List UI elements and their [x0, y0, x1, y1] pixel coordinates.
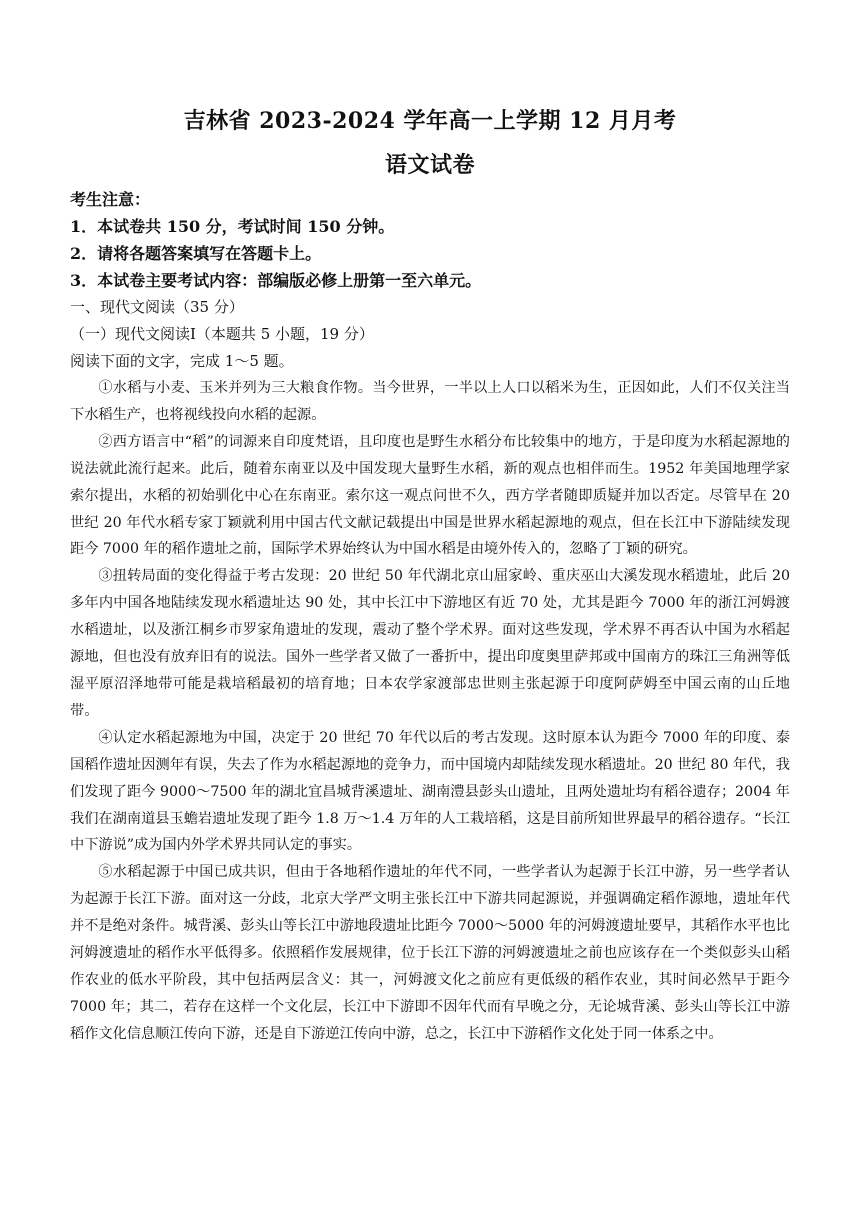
passage-paragraph: ④认定水稻起源地为中国，决定于 20 世纪 70 年代以后的考古发现。这时原本认为距今 7000 年的印度、泰国稻作遗址因测年有误，失去了作为水稻起源地的竞争力，而中国境内却陆续发现水稻遗址。20 世纪 80 年代，我们发现了距今 9000～7500 年的湖北宜昌城背溪遗址、湖南澧县彭头山遗址，且两处遗址均有稻谷遗存；2004 年我们在湖南道县玉蟾岩遗址发现了距今 1.8 万～1.4 万年的人工栽培稻，这是目前所知世界最早的稻谷遗存。“长江中下游说”成为国内外学术界共同认定的事实。: [70, 729, 790, 854]
passage-paragraph: ①水稻与小麦、玉米并列为三大粮食作物。当今世界，一半以上人口以稻米为生，正因如此，人们不仅关注当下水稻生产，也将视线投向水稻的起源。: [70, 380, 790, 423]
document-subtitle: 语文试卷: [384, 152, 475, 178]
notice-heading: 考生注意：: [70, 190, 151, 209]
passage-paragraph: ⑤水稻起源于中国已成共识，但由于各地稻作遗址的年代不同，一些学者认为起源于长江中游，另一些学者认为起源于长江下游。面对这一分歧，北京大学严文明主张长江中下游共同起源说，并强调确定稻作源地，遗址年代并不是绝对条件。城背溪、彭头山等长江中游地段遗址比距今 7000～5000 年的河姆渡遗址要早，其稻作水平也比河姆渡遗址的稻作水平低得多。依照稻作发展规律，位于长江下游的河姆渡遗址之前也应该存在一个类似彭头山稻作农业的低水平阶段，其中包括两层含义：其一，河姆渡文化之前应有更低级的稻作农业，其时间必然早于距今 7000 年；其二，若存在这样一个文化层，长江中下游即不因年代而有早晚之分，无论城背溪、彭头山等长江中游稻作文化信息顺江传向下游，还是自下游逆江传向中游，总之，长江中下游稻作文化处于同一体系之中。: [70, 864, 790, 1042]
notice-item: 1．本试卷共 150 分，考试时间 150 分钟。: [70, 217, 395, 236]
section-instruction: 阅读下面的文字，完成 1～5 题。: [70, 352, 294, 370]
passage-paragraph: ②西方语言中“稻”的词源来自印度梵语，且印度也是野生水稻分布比较集中的地方，于是印度为水稻起源地的说法就此流行起来。此后，随着东南亚以及中国发现大量野生水稻，新的观点也相伴而生。1952 年美国地理学家索尔提出，水稻的初始驯化中心在东南亚。索尔这一观点问世不久，西方学者随即质疑并加以否定。尽管早在 20 世纪 20 年代水稻专家丁颖就利用中国古代文献记载提出中国是世界水稻起源地的观点，但在长江中下游陆续发现距今 7000 年的稻作遗址之前，国际学术界始终认为中国水稻是由境外传入的，忽略了丁颖的研究。: [70, 433, 790, 558]
notice-item: 2．请将各题答案填写在答题卡上。: [70, 244, 322, 263]
section-header: [70, 295, 790, 376]
document-title: 吉林省 2023-2024 学年高一上学期 12 月月考: [183, 108, 677, 134]
passage-paragraph: ③扭转局面的变化得益于考古发现：20 世纪 50 年代湖北京山屈家岭、重庆巫山大溪发现水稻遗址，此后 20 多年内中国各地陆续发现水稻遗址达 90 处，其中长江中下游地区有近 70 处，尤其是距今 7000 年的浙江河姆渡水稻遗址，以及浙江桐乡市罗家角遗址的发现，震动了整个学术界。面对这些发现，学术界不再否认中国为水稻起源地，但也没有放弃旧有的说法。国外一些学者又做了一番折中，提出印度奥里萨邦或中国南方的珠江三角洲等低湿平原沼泽地带可能是栽培稻最初的培育地；日本农学家渡部忠世则主张起源于印度阿萨姆至中国云南的山丘地带。: [70, 568, 790, 719]
section-title: 一、现代文阅读（35 分）: [70, 298, 244, 316]
reading-passage: [70, 375, 790, 1048]
notice-item: 3．本试卷主要考试内容：部编版必修上册第一至六单元。: [70, 271, 482, 290]
section-subtitle: （一）现代文阅读Ⅰ（本题共 5 小题，19 分）: [70, 325, 374, 343]
candidate-notice: [70, 186, 790, 294]
